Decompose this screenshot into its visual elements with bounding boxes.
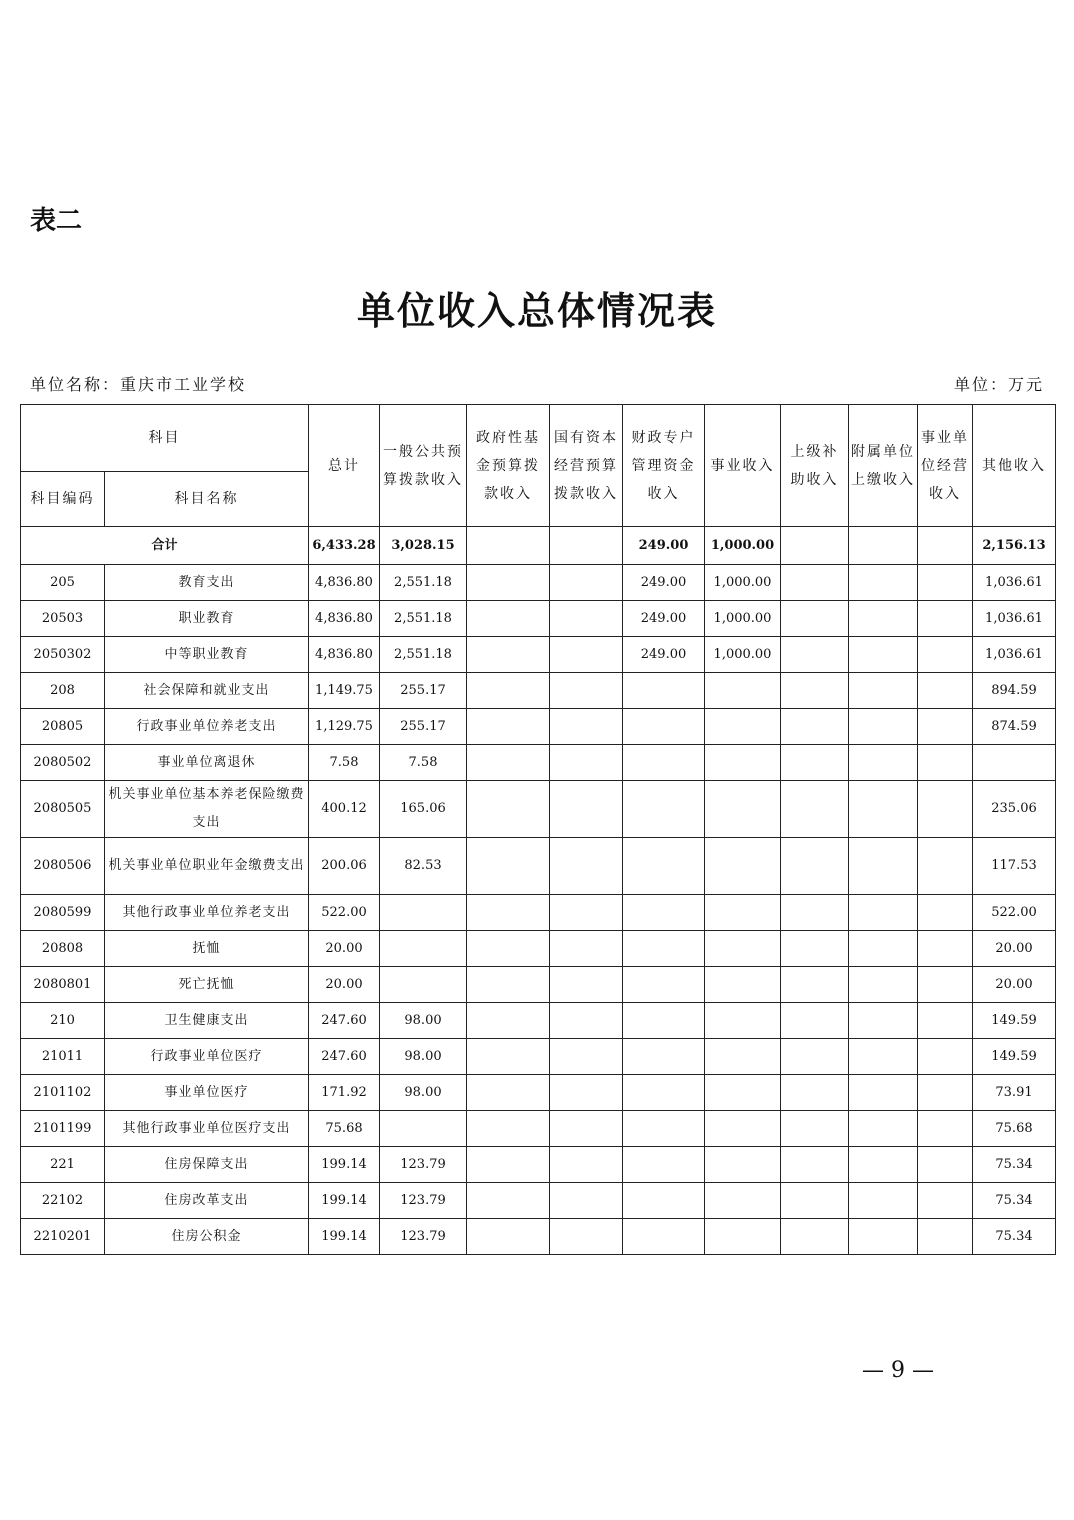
cell-special [623, 709, 705, 745]
cell-other: 1,036.61 [973, 601, 1056, 637]
cell-general [380, 967, 467, 1003]
cell-affiliated [849, 931, 918, 967]
table-row [21, 1219, 1056, 1255]
cell-affiliated [849, 1003, 918, 1039]
cell-name: 机关事业单位职业年金缴费支出 [105, 838, 309, 895]
table-row [21, 565, 1056, 601]
table-row [21, 1183, 1056, 1219]
cell-fund [467, 895, 550, 931]
cell-affiliated [849, 1147, 918, 1183]
cell-business [705, 838, 781, 895]
cell-general: 123.79 [380, 1183, 467, 1219]
cell-other: 75.34 [973, 1219, 1056, 1255]
cell-code: 2080505 [21, 781, 105, 838]
cell-state [550, 781, 623, 838]
cell-business: 1,000.00 [705, 565, 781, 601]
cell-code: 2080502 [21, 745, 105, 781]
cell-affiliated [849, 967, 918, 1003]
cell-fund [467, 1147, 550, 1183]
cell-affiliated [849, 673, 918, 709]
table-row [21, 931, 1056, 967]
cell-code: 205 [21, 565, 105, 601]
cell-superior [781, 673, 849, 709]
cell-state [550, 1219, 623, 1255]
cell-operating [918, 637, 973, 673]
cell-general: 98.00 [380, 1075, 467, 1111]
cell-other: 75.34 [973, 1183, 1056, 1219]
cell-name: 其他行政事业单位养老支出 [105, 895, 309, 931]
cell-state [550, 1039, 623, 1075]
cell-name: 社会保障和就业支出 [105, 673, 309, 709]
cell-total: 522.00 [309, 895, 380, 931]
cell-operating [918, 838, 973, 895]
summary-special: 249.00 [623, 527, 705, 565]
cell-business [705, 673, 781, 709]
table-row [21, 967, 1056, 1003]
cell-state [550, 1147, 623, 1183]
cell-fund [467, 673, 550, 709]
cell-fund [467, 931, 550, 967]
cell-other: 149.59 [973, 1039, 1056, 1075]
cell-business [705, 931, 781, 967]
header-code: 科目编码 [21, 472, 105, 527]
unit-name: 单位名称：重庆市工业学校 [30, 375, 247, 394]
header-operating: 事业单位经营收入 [918, 405, 973, 527]
cell-state [550, 673, 623, 709]
cell-business [705, 1183, 781, 1219]
cell-state [550, 745, 623, 781]
cell-name: 中等职业教育 [105, 637, 309, 673]
cell-total: 171.92 [309, 1075, 380, 1111]
cell-business [705, 781, 781, 838]
cell-operating [918, 1111, 973, 1147]
cell-total: 200.06 [309, 838, 380, 895]
cell-total: 199.14 [309, 1147, 380, 1183]
cell-code: 2050302 [21, 637, 105, 673]
cell-fund [467, 709, 550, 745]
cell-total: 199.14 [309, 1219, 380, 1255]
cell-affiliated [849, 601, 918, 637]
cell-fund [467, 601, 550, 637]
cell-fund [467, 637, 550, 673]
table-row [21, 1003, 1056, 1039]
cell-total: 4,836.80 [309, 565, 380, 601]
cell-code: 2101199 [21, 1111, 105, 1147]
cell-operating [918, 673, 973, 709]
cell-operating [918, 709, 973, 745]
cell-special: 249.00 [623, 637, 705, 673]
cell-total: 4,836.80 [309, 601, 380, 637]
cell-business [705, 967, 781, 1003]
cell-other: 522.00 [973, 895, 1056, 931]
cell-name: 事业单位离退休 [105, 745, 309, 781]
cell-general: 2,551.18 [380, 601, 467, 637]
cell-state [550, 1111, 623, 1147]
table-row [21, 673, 1056, 709]
cell-fund [467, 838, 550, 895]
cell-affiliated [849, 1111, 918, 1147]
cell-code: 2080801 [21, 967, 105, 1003]
cell-general: 165.06 [380, 781, 467, 838]
cell-other: 73.91 [973, 1075, 1056, 1111]
header-fund: 政府性基金预算拨款收入 [467, 405, 550, 527]
cell-operating [918, 745, 973, 781]
cell-special [623, 967, 705, 1003]
summary-general: 3,028.15 [380, 527, 467, 565]
cell-other: 1,036.61 [973, 637, 1056, 673]
cell-total: 199.14 [309, 1183, 380, 1219]
cell-other: 75.34 [973, 1147, 1056, 1183]
cell-fund [467, 1039, 550, 1075]
cell-name: 机关事业单位基本养老保险缴费支出 [105, 781, 309, 838]
cell-superior [781, 838, 849, 895]
summary-superior [781, 527, 849, 565]
cell-general: 123.79 [380, 1219, 467, 1255]
cell-general: 7.58 [380, 745, 467, 781]
cell-special: 249.00 [623, 601, 705, 637]
cell-general [380, 931, 467, 967]
cell-code: 21011 [21, 1039, 105, 1075]
cell-total: 75.68 [309, 1111, 380, 1147]
cell-operating [918, 1183, 973, 1219]
cell-other: 894.59 [973, 673, 1056, 709]
cell-name: 事业单位医疗 [105, 1075, 309, 1111]
cell-other: 117.53 [973, 838, 1056, 895]
page-number: — 9 — [862, 1358, 934, 1383]
summary-business: 1,000.00 [705, 527, 781, 565]
summary-row [21, 527, 1056, 565]
cell-business: 1,000.00 [705, 637, 781, 673]
cell-fund [467, 1219, 550, 1255]
cell-total: 1,149.75 [309, 673, 380, 709]
cell-general: 255.17 [380, 709, 467, 745]
header-superior: 上级补助收入 [781, 405, 849, 527]
cell-business [705, 1219, 781, 1255]
cell-general: 98.00 [380, 1003, 467, 1039]
cell-special [623, 931, 705, 967]
cell-code: 221 [21, 1147, 105, 1183]
cell-total: 7.58 [309, 745, 380, 781]
cell-general [380, 895, 467, 931]
cell-state [550, 895, 623, 931]
table-row [21, 781, 1056, 838]
cell-state [550, 1003, 623, 1039]
cell-operating [918, 1219, 973, 1255]
cell-superior [781, 967, 849, 1003]
cell-superior [781, 1147, 849, 1183]
table-row [21, 1039, 1056, 1075]
table-row [21, 1147, 1056, 1183]
cell-fund [467, 1003, 550, 1039]
cell-special: 249.00 [623, 565, 705, 601]
header-state: 国有资本经营预算拨款收入 [550, 405, 623, 527]
cell-special [623, 1147, 705, 1183]
cell-operating [918, 565, 973, 601]
cell-operating [918, 1039, 973, 1075]
cell-general: 2,551.18 [380, 565, 467, 601]
table-label: 表二 [30, 206, 83, 236]
header-name: 科目名称 [105, 472, 309, 527]
cell-operating [918, 895, 973, 931]
table-row [21, 1075, 1056, 1111]
cell-name: 住房公积金 [105, 1219, 309, 1255]
cell-superior [781, 1219, 849, 1255]
cell-total: 1,129.75 [309, 709, 380, 745]
cell-total: 400.12 [309, 781, 380, 838]
summary-affiliated [849, 527, 918, 565]
cell-total: 247.60 [309, 1003, 380, 1039]
cell-other: 149.59 [973, 1003, 1056, 1039]
table-row [21, 745, 1056, 781]
cell-code: 2080506 [21, 838, 105, 895]
cell-fund [467, 967, 550, 1003]
cell-general: 98.00 [380, 1039, 467, 1075]
cell-code: 20503 [21, 601, 105, 637]
cell-other: 20.00 [973, 967, 1056, 1003]
cell-general: 255.17 [380, 673, 467, 709]
cell-special [623, 838, 705, 895]
cell-superior [781, 709, 849, 745]
cell-fund [467, 1075, 550, 1111]
cell-special [623, 1219, 705, 1255]
cell-other: 75.68 [973, 1111, 1056, 1147]
cell-affiliated [849, 1039, 918, 1075]
header-business: 事业收入 [705, 405, 781, 527]
cell-state [550, 601, 623, 637]
cell-affiliated [849, 1075, 918, 1111]
cell-business [705, 1003, 781, 1039]
cell-name: 住房保障支出 [105, 1147, 309, 1183]
header-subject: 科目 [21, 405, 309, 472]
cell-state [550, 637, 623, 673]
cell-operating [918, 1075, 973, 1111]
table-row [21, 1111, 1056, 1147]
cell-state [550, 1183, 623, 1219]
cell-other: 1,036.61 [973, 565, 1056, 601]
cell-special [623, 1075, 705, 1111]
cell-code: 2080599 [21, 895, 105, 931]
cell-superior [781, 637, 849, 673]
cell-general: 123.79 [380, 1147, 467, 1183]
table-row [21, 601, 1056, 637]
cell-superior [781, 781, 849, 838]
cell-total: 20.00 [309, 931, 380, 967]
cell-superior [781, 565, 849, 601]
summary-operating [918, 527, 973, 565]
cell-superior [781, 745, 849, 781]
summary-other: 2,156.13 [973, 527, 1056, 565]
cell-name: 死亡抚恤 [105, 967, 309, 1003]
cell-special [623, 745, 705, 781]
cell-superior [781, 1003, 849, 1039]
header-other: 其他收入 [973, 405, 1056, 527]
cell-special [623, 1111, 705, 1147]
cell-other: 235.06 [973, 781, 1056, 838]
cell-business [705, 1075, 781, 1111]
cell-operating [918, 781, 973, 838]
cell-state [550, 967, 623, 1003]
cell-superior [781, 1183, 849, 1219]
summary-label: 合计 [21, 527, 309, 565]
cell-name: 行政事业单位医疗 [105, 1039, 309, 1075]
cell-other: 874.59 [973, 709, 1056, 745]
cell-superior [781, 601, 849, 637]
cell-affiliated [849, 745, 918, 781]
cell-state [550, 1075, 623, 1111]
cell-business [705, 745, 781, 781]
cell-code: 20808 [21, 931, 105, 967]
cell-state [550, 931, 623, 967]
cell-total: 247.60 [309, 1039, 380, 1075]
cell-business [705, 709, 781, 745]
header-total: 总计 [309, 405, 380, 527]
cell-name: 教育支出 [105, 565, 309, 601]
cell-superior [781, 931, 849, 967]
cell-fund [467, 745, 550, 781]
header-general: 一般公共预算拨款收入 [380, 405, 467, 527]
cell-state [550, 838, 623, 895]
table-row [21, 895, 1056, 931]
cell-special [623, 673, 705, 709]
cell-state [550, 565, 623, 601]
cell-fund [467, 781, 550, 838]
table-row [21, 709, 1056, 745]
cell-affiliated [849, 1183, 918, 1219]
cell-special [623, 1183, 705, 1219]
cell-special [623, 1003, 705, 1039]
cell-special [623, 1039, 705, 1075]
cell-operating [918, 967, 973, 1003]
cell-operating [918, 1003, 973, 1039]
cell-name: 职业教育 [105, 601, 309, 637]
cell-code: 208 [21, 673, 105, 709]
header-special: 财政专户管理资金收入 [623, 405, 705, 527]
cell-fund [467, 565, 550, 601]
cell-state [550, 709, 623, 745]
cell-general [380, 1111, 467, 1147]
cell-business [705, 1147, 781, 1183]
cell-affiliated [849, 709, 918, 745]
cell-other: 20.00 [973, 931, 1056, 967]
cell-business [705, 1039, 781, 1075]
summary-state [550, 527, 623, 565]
cell-name: 抚恤 [105, 931, 309, 967]
page-title: 单位收入总体情况表 [356, 288, 717, 333]
header-affiliated: 附属单位上缴收入 [849, 405, 918, 527]
cell-total: 4,836.80 [309, 637, 380, 673]
cell-operating [918, 601, 973, 637]
cell-code: 20805 [21, 709, 105, 745]
cell-fund [467, 1111, 550, 1147]
unit-label: 单位：万元 [953, 375, 1044, 394]
cell-total: 20.00 [309, 967, 380, 1003]
cell-affiliated [849, 781, 918, 838]
cell-superior [781, 1075, 849, 1111]
cell-name: 卫生健康支出 [105, 1003, 309, 1039]
cell-name: 其他行政事业单位医疗支出 [105, 1111, 309, 1147]
cell-special [623, 781, 705, 838]
cell-operating [918, 931, 973, 967]
cell-code: 22102 [21, 1183, 105, 1219]
income-table [20, 404, 1056, 1255]
cell-operating [918, 1147, 973, 1183]
table-row [21, 838, 1056, 895]
cell-business [705, 895, 781, 931]
cell-general: 2,551.18 [380, 637, 467, 673]
cell-business: 1,000.00 [705, 601, 781, 637]
cell-affiliated [849, 895, 918, 931]
cell-affiliated [849, 565, 918, 601]
cell-code: 210 [21, 1003, 105, 1039]
cell-affiliated [849, 838, 918, 895]
cell-special [623, 895, 705, 931]
cell-fund [467, 1183, 550, 1219]
cell-other [973, 745, 1056, 781]
cell-superior [781, 1111, 849, 1147]
cell-code: 2210201 [21, 1219, 105, 1255]
cell-superior [781, 895, 849, 931]
cell-business [705, 1111, 781, 1147]
cell-name: 住房改革支出 [105, 1183, 309, 1219]
cell-code: 2101102 [21, 1075, 105, 1111]
summary-fund [467, 527, 550, 565]
cell-name: 行政事业单位养老支出 [105, 709, 309, 745]
table-row [21, 637, 1056, 673]
cell-affiliated [849, 637, 918, 673]
cell-general: 82.53 [380, 838, 467, 895]
cell-superior [781, 1039, 849, 1075]
summary-total: 6,433.28 [309, 527, 380, 565]
cell-affiliated [849, 1219, 918, 1255]
